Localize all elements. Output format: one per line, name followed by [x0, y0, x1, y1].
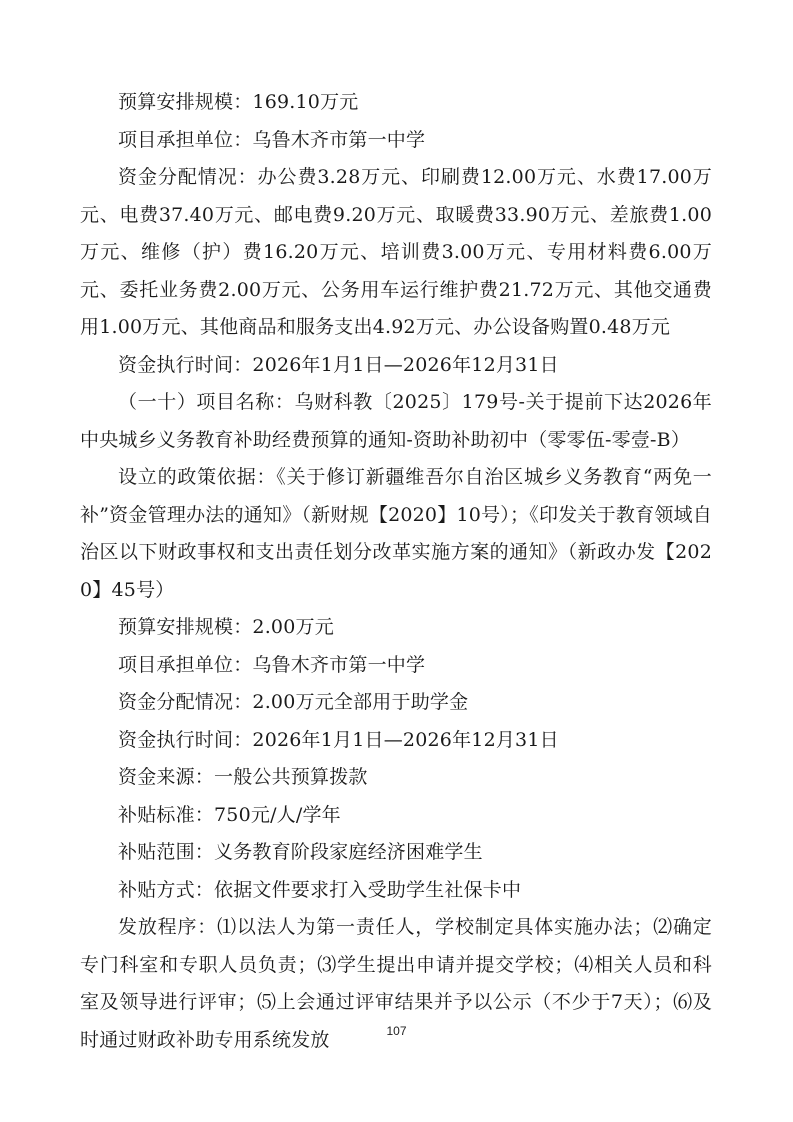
execution-period-paragraph: 资金执行时间：2026年1月1日—2026年12月31日: [118, 353, 559, 376]
budget-scale-paragraph-2: 预算安排规模：2.00万元: [118, 616, 334, 638]
undertaking-unit-paragraph-2: 项目承担单位：乌鲁木齐市第一中学: [118, 653, 426, 676]
fund-source-paragraph: 资金来源：一般公共预算拨款: [118, 766, 368, 788]
project-name-paragraph: （一十）项目名称：乌财科教〔2025〕179号-关于提前下达2026年中央城乡义务教育补助经费预算的通知-资助补助初中（零零伍-零壹-B）: [80, 391, 712, 451]
budget-scale-paragraph: 预算安排规模：169.10万元: [118, 91, 359, 113]
fund-allocation-paragraph: 资金分配情况：办公费3.28万元、印刷费12.00万元、水费17.00万元、电费37.40万元、邮电费9.20万元、取暖费33.90万元、差旅费1.00万元、维修（护）费16.20万元、培训费3.00万元、专用材料费6.00万元、委托业务费2.00万元、公务用车运行维护费21.72万元、其他交通费用1.00万元、其他商品和服务支出4.92万元、办公设备购置0.48万元: [80, 166, 712, 338]
distribution-procedure-paragraph: 发放程序：⑴以法人为第一责任人，学校制定具体实施办法；⑵确定专门科室和专职人员负责；⑶学生提出申请并提交学校；⑷相关人员和科室及领导进行评审；⑸上会通过评审结果并予以公示（不少于7天）；⑹及时通过财政补助专用系统发放: [80, 916, 712, 1051]
subsidy-method-paragraph: 补贴方式：依据文件要求打入受助学生社保卡中: [118, 878, 522, 901]
execution-period-paragraph-2: 资金执行时间：2026年1月1日—2026年12月31日: [118, 728, 559, 751]
undertaking-unit-paragraph: 项目承担单位：乌鲁木齐市第一中学: [118, 128, 426, 151]
fund-allocation-paragraph-2: 资金分配情况：2.00万元全部用于助学金: [118, 691, 469, 713]
document-body: [80, 84, 712, 1059]
subsidy-scope-paragraph: 补贴范围：义务教育阶段家庭经济困难学生: [118, 841, 483, 863]
subsidy-standard-paragraph: 补贴标准：750元/人/学年: [118, 803, 341, 826]
policy-basis-paragraph: 设立的政策依据：《关于修订新疆维吾尔自治区城乡义务教育“两免一补”资金管理办法的通知》（新财规【2020】10号）；《印发关于教育领域自治区以下财政事权和支出责任划分改革实施方案的通知》（新政办发【2020】45号）: [80, 466, 712, 601]
page-number: 107: [386, 1024, 407, 1038]
